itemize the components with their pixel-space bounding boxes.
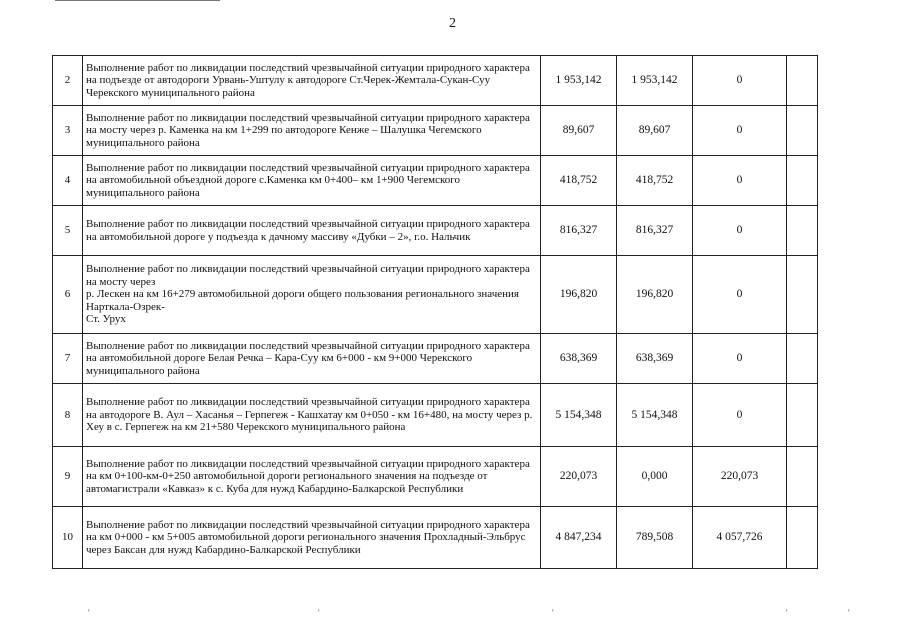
row-number: 9 [53,447,83,507]
amount-col2: 5 154,348 [617,384,693,447]
amount-col3: 0 [693,256,787,334]
table-row [53,256,818,334]
table-row [53,156,818,206]
amount-col4 [787,56,818,106]
total-amount: 196,820 [541,256,617,334]
amount-col4 [787,206,818,256]
row-number: 3 [53,106,83,156]
row-number: 4 [53,156,83,206]
amount-col2: 196,820 [617,256,693,334]
works-table [52,55,818,569]
total-amount: 638,369 [541,334,617,384]
work-description: Выполнение работ по ликвидации последствий чрезвычайной ситуации природного характера на автомобильной дороге Белая Речка – Кара-Суу км 6+000 - км 9+000 Черекского муниципального района [83,334,541,384]
amount-col4 [787,384,818,447]
amount-col3: 4 057,726 [693,507,787,569]
amount-col2: 0,000 [617,447,693,507]
amount-col3: 0 [693,384,787,447]
scan-speck: ' [318,608,320,618]
row-number: 6 [53,256,83,334]
total-amount: 89,607 [541,106,617,156]
scan-speck: ' [88,608,90,618]
amount-col3: 0 [693,106,787,156]
total-amount: 5 154,348 [541,384,617,447]
work-description: Выполнение работ по ликвидации последствий чрезвычайной ситуации природного характера на автомобильной дороге у подъезда к дачному массиву «Дубки – 2», г.о. Нальчик [83,206,541,256]
scan-speck: ' [786,608,788,618]
total-amount: 418,752 [541,156,617,206]
work-description: Выполнение работ по ликвидации последствий чрезвычайной ситуации природного характера на подъезде от автодороги Урвань-Уштулу к автодороге Ст.Черек-Жемтала-Сукан-Суу Черекского муниципального района [83,56,541,106]
table-row [53,447,818,507]
work-description: Выполнение работ по ликвидации последствий чрезвычайной ситуации природного характера на автодороге В. Аул – Хасанья – Герпегеж - Кашхатау км 0+050 - км 16+480, на мосту через р. Хеу в с. Герпегеж на км 21+580 Черекского муниципального района [83,384,541,447]
works-table-body [53,56,818,569]
work-description: Выполнение работ по ликвидации последствий чрезвычайной ситуации природного характера на км 0+000 - км 5+005 автомобильной дороги регионального значения Прохладный-Эльбрус через Баксан для нужд Кабардино-Балкарской Республики [83,507,541,569]
work-description: Выполнение работ по ликвидации последствий чрезвычайной ситуации природного характера на мосту через р. Каменка на км 1+299 по автодороге Кенже – Шалушка Чегемского муниципального района [83,106,541,156]
scan-speck: ' [552,608,554,618]
amount-col4 [787,156,818,206]
work-description: Выполнение работ по ликвидации последствий чрезвычайной ситуации природного характера на км 0+100-км-0+250 автомобильной дороги регионального значения на подъезде от автомагистрали «Кавказ» к с. Куба для нужд Кабардино-Балкарской Республики [83,447,541,507]
row-number: 8 [53,384,83,447]
total-amount: 220,073 [541,447,617,507]
total-amount: 1 953,142 [541,56,617,106]
amount-col2: 1 953,142 [617,56,693,106]
table-row [53,384,818,447]
row-number: 5 [53,206,83,256]
scan-speck: ' [848,608,850,618]
table-row [53,106,818,156]
table-row [53,56,818,106]
row-number: 2 [53,56,83,106]
amount-col4 [787,256,818,334]
amount-col3: 0 [693,156,787,206]
row-number: 7 [53,334,83,384]
amount-col2: 816,327 [617,206,693,256]
table-row [53,334,818,384]
total-amount: 4 847,234 [541,507,617,569]
amount-col3: 0 [693,56,787,106]
table-row [53,206,818,256]
amount-col3: 0 [693,334,787,384]
amount-col2: 638,369 [617,334,693,384]
total-amount: 816,327 [541,206,617,256]
page-number: 2 [449,16,456,31]
row-number: 10 [53,507,83,569]
amount-col4 [787,106,818,156]
amount-col2: 418,752 [617,156,693,206]
amount-col3: 0 [693,206,787,256]
amount-col4 [787,447,818,507]
amount-col2: 789,508 [617,507,693,569]
work-description: Выполнение работ по ликвидации последствий чрезвычайной ситуации природного характера на мосту через р. Лескен на км 16+279 автомобильной дороги общего пользования регионального значения Нарткала-Озрек- Ст. Урух [83,256,541,334]
amount-col2: 89,607 [617,106,693,156]
amount-col4 [787,507,818,569]
scan-artifact-line [55,0,220,3]
work-description: Выполнение работ по ликвидации последствий чрезвычайной ситуации природного характера на автомобильной объездной дороге с.Каменка км 0+400– км 1+900 Чегемского муниципального района [83,156,541,206]
table-row [53,507,818,569]
amount-col4 [787,334,818,384]
amount-col3: 220,073 [693,447,787,507]
